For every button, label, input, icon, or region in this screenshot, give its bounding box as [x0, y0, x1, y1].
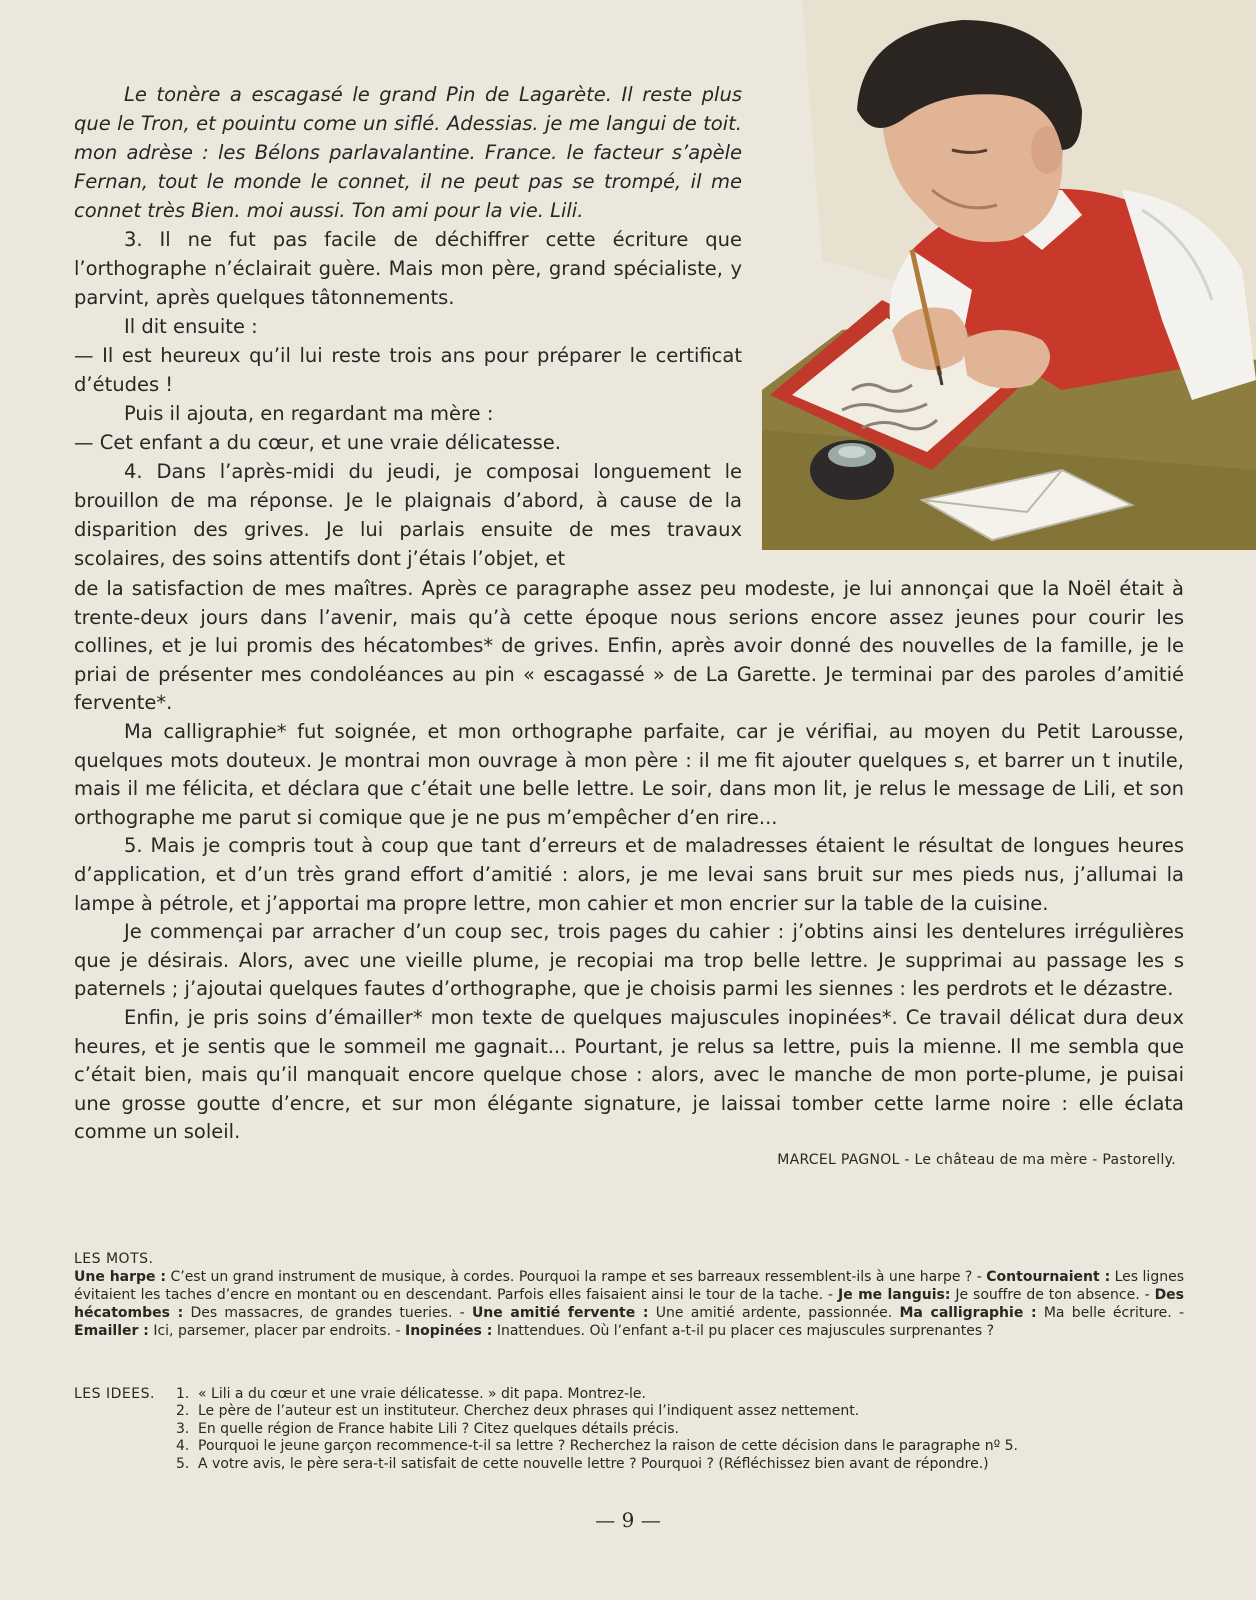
vocab-definition: Des massacres, de grandes tueries. -: [183, 1305, 472, 1321]
vocab-definition: Ma belle écriture. -: [1036, 1305, 1185, 1321]
item-text: Pourquoi le jeune garçon recommence-t-il sa lettre ? Recherchez la raison de cette décision dans le paragraphe nº 5.: [198, 1438, 1019, 1455]
vocab-definition: Les lignes évitaient les taches d’encre en montant ou en descendant. Parfois elles faisaient ainsi le tour de la tache. -: [74, 1269, 1184, 1303]
ideas-list: [74, 1386, 1184, 1473]
lili-letter-excerpt: Le tonère a escagasé le grand Pin de Lagarète. Il reste plus que le Tron, et pouintu come un siflé. Adessias. je me langui de toit. mon adrèse : les Bélons parlavalantine. France. le facteur s’apèle Fernan, tout le monde le connet, il ne peut pas se trompé, il me connet très Bien. moi aussi. Ton ami pour la vie. Lili.: [74, 83, 742, 222]
vocabulary-section: [74, 1250, 1184, 1340]
item-number: 1.: [176, 1386, 190, 1402]
paragraph-tearing-pages: Je commençai par arracher d’un coup sec, trois pages du cahier : j’obtins ainsi les dentelures irrégulières que je désirais. Alors, avec une vieille plume, je recopiai ma trop belle lettre. Je supprimai au passage les s paternels ; j’ajoutai quelques fautes d’orthographe, que je choisis parmi les siennes : les perdrots et le dézastre.: [74, 920, 1184, 1001]
vocab-term: Contournaient :: [986, 1269, 1111, 1285]
item-number: 2.: [176, 1403, 190, 1420]
source-attribution: MARCEL PAGNOL - Le château de ma mère - Pastorelly.: [777, 1151, 1176, 1168]
dialogue-line-1: — Il est heureux qu’il lui reste trois ans pour préparer le certificat d’études !: [74, 344, 742, 396]
vocab-term: Inopinées :: [404, 1323, 493, 1339]
vocab-definition: Une amitié ardente, passionnée.: [648, 1305, 900, 1321]
item-text: En quelle région de France habite Lili ? Citez quelques détails précis.: [198, 1420, 679, 1437]
item-text: A votre avis, le père sera-t-il satisfait de cette nouvelle lettre ? Pourquoi ? (Réfléchissez bien avant de répondre.): [198, 1455, 989, 1472]
item-text: Le père de l’auteur est un instituteur. Cherchez deux phrases qui l’indiquent assez nettement.: [198, 1403, 860, 1420]
paragraph-calligraphy: Ma calligraphie* fut soignée, et mon orthographe parfaite, car je vérifiai, au moyen du Petit Larousse, quelques mots douteux. Je montrai mon ouvrage à mon père : il me fit ajouter quelques s, et barrer un t inutile, mais il me félicita, et déclara que c’était une belle lettre. Le soir, dans mon lit, je relus le message de Lili, et son orthographe me parut si comique que je ne pus m’empêcher d’en rire...: [74, 719, 1184, 829]
boy-writing-letter-illustration: [762, 0, 1256, 550]
vocab-definition: Ici, parsemer, placer par endroits. -: [148, 1323, 405, 1339]
vocab-definition: Je souffre de ton absence. -: [950, 1287, 1155, 1303]
item-text: « Lili a du cœur et une vraie délicatesse. » dit papa. Montrez-le.: [198, 1386, 646, 1402]
ideas-heading: LES IDEES.: [74, 1386, 155, 1402]
vocab-term: Ma calligraphie :: [899, 1305, 1037, 1321]
ideas-section: [74, 1386, 1184, 1473]
paragraph-5: 5. Mais je compris tout à coup que tant d’erreurs et de maladresses étaient le résultat de longues heures d’application, et d’un très grand effort d’amitié : alors, je me levai sans bruit sur mes pieds nus, j’allumai la lampe à pétrole, et j’apportai ma propre lettre, mon cahier et mon encrier sur la table de la cuisine.: [74, 834, 1184, 915]
item-number: 3.: [176, 1420, 190, 1437]
upper-text-block: [74, 80, 742, 573]
vocab-definition: Inattendues. Où l’enfant a-t-il pu placer ces majuscules surprenantes ?: [492, 1323, 995, 1339]
vocab-term: Emailler :: [74, 1323, 149, 1339]
paragraph-3: 3. Il ne fut pas facile de déchiffrer cette écriture que l’orthographe n’éclairait guère. Mais mon père, grand spécialiste, y parvint, après quelques tâtonnements.: [74, 228, 742, 309]
vocab-term: Une harpe :: [74, 1269, 167, 1285]
dialogue-line-2: — Cet enfant a du cœur, et une vraie délicatesse.: [74, 431, 561, 454]
item-number: 4.: [176, 1438, 190, 1455]
paragraph-4-continued: de la satisfaction de mes maîtres. Après ce paragraphe assez peu modeste, je lui annonçai que la Noël était à trente-deux jours dans l’avenir, mais qu’à cette époque nous serions encore assez jeunes pour courir les collines, et je lui promis des hécatombes* de grives. Enfin, après avoir donné des nouvelles de la famille, je le priai de présenter mes condoléances au pin « escagassé » de La Garette. Je terminai par des paroles d’amitié fervente*.: [74, 577, 1184, 715]
list-item: [176, 1438, 1184, 1455]
list-item: [176, 1403, 1184, 1420]
paragraph-ink-drop: Enfin, je pris soins d’émailler* mon texte de quelques majuscules inopinées*. Ce travail délicat dura deux heures, et je sentis que le sommeil me gagnait... Pourtant, je relus sa lettre, puis la mienne. Il me sembla que c’était bien, mais qu’il manquait encore quelque chose : alors, avec le manche de mon porte-plume, je puisai une grosse goutte d’encre, et sur mon élégante signature, je laissai tomber cette larme noire : elle éclata comme un soleil.: [74, 1005, 1184, 1144]
paragraph-4-start: 4. Dans l’après-midi du jeudi, je composai longuement le brouillon de ma réponse. Je le plaignais d’abord, à cause de la disparition des grives. Je lui parlais ensuite de mes travaux scolaires, des soins attentifs dont j’étais l’objet, et: [74, 460, 742, 570]
vocab-term: Je me languis:: [838, 1287, 951, 1303]
vocabulary-heading: LES MOTS.: [74, 1251, 154, 1267]
lower-text-block: [74, 575, 1184, 1169]
paragraph-father-says: Il dit ensuite :: [124, 315, 258, 338]
vocabulary-entries: [74, 1268, 1184, 1340]
list-item: [176, 1421, 1184, 1438]
item-number: 5.: [176, 1455, 190, 1472]
paragraph-mother-glance: Puis il ajouta, en regardant ma mère :: [124, 402, 494, 425]
page-number: — 9 —: [595, 1508, 661, 1532]
vocab-term: Des hécatombes :: [74, 1287, 1185, 1321]
list-item: [176, 1386, 1184, 1403]
vocab-term: Une amitié fervente :: [471, 1305, 649, 1321]
list-item: [176, 1456, 1184, 1473]
vocab-definition: C’est un grand instrument de musique, à cordes. Pourquoi la rampe et ses barreaux ressemblent-ils à une harpe ? -: [166, 1269, 987, 1285]
